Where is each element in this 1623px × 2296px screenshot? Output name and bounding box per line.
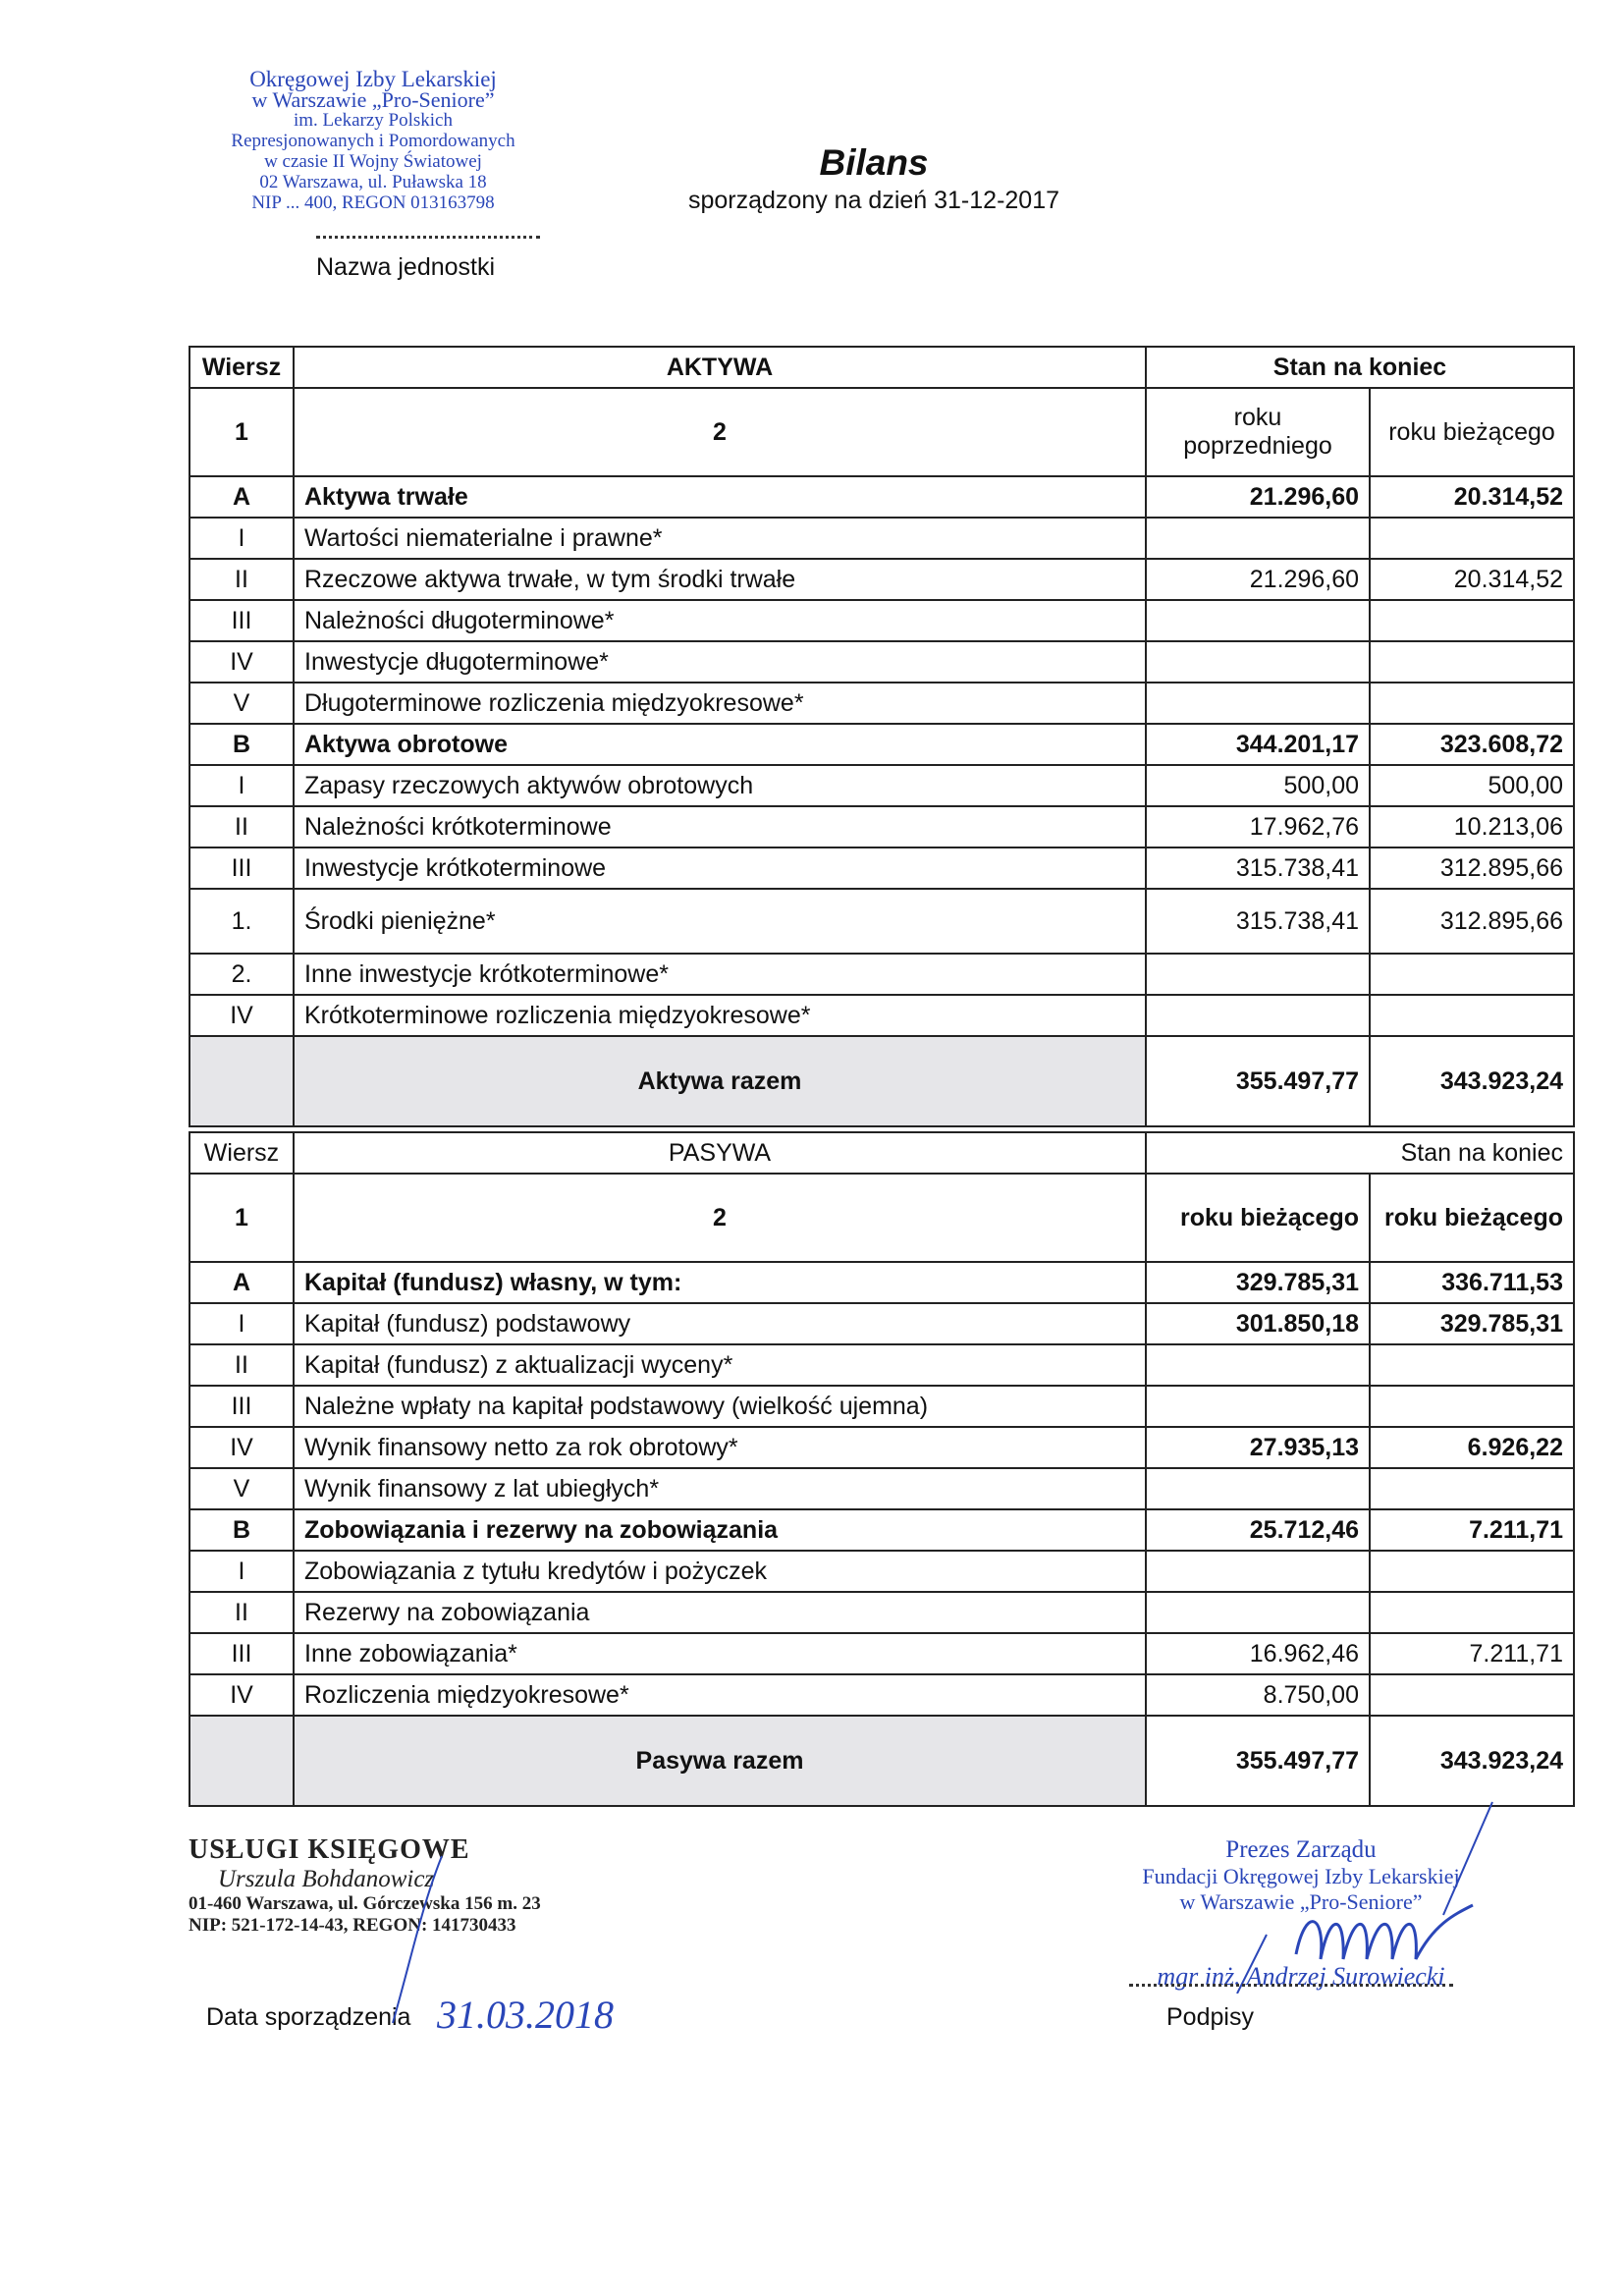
- row-current-value: 6.926,22: [1370, 1427, 1574, 1468]
- table-row: [189, 1262, 1574, 1303]
- row-previous-value: 27.935,13: [1146, 1427, 1370, 1468]
- signature-dotted-line: [1129, 1984, 1453, 1987]
- president-org-line-2: w Warszawie „Pro-Seniore”: [1179, 1889, 1423, 1914]
- col-header-previous-year: roku bieżącego: [1146, 1174, 1370, 1262]
- col-number-1: 1: [189, 1174, 294, 1262]
- table-row: [189, 1468, 1574, 1509]
- col-header-row: Wiersz: [189, 347, 294, 388]
- row-label: Rezerwy na zobowiązania: [294, 1592, 1146, 1633]
- row-current-value: [1370, 683, 1574, 724]
- row-label: Inwestycje krótkoterminowe: [294, 847, 1146, 889]
- table-row: [189, 1344, 1574, 1386]
- liabilities-total-current: 343.923,24: [1370, 1716, 1574, 1806]
- row-label: Inwestycje długoterminowe*: [294, 641, 1146, 683]
- row-current-value: 312.895,66: [1370, 847, 1574, 889]
- row-previous-value: 25.712,46: [1146, 1509, 1370, 1551]
- row-previous-value: 8.750,00: [1146, 1674, 1370, 1716]
- row-current-value: [1370, 641, 1574, 683]
- president-name: mgr inż. Andrzej Surowiecki: [1157, 1962, 1445, 1991]
- row-current-value: 336.711,53: [1370, 1262, 1574, 1303]
- row-code: IV: [189, 641, 294, 683]
- row-previous-value: [1146, 641, 1370, 683]
- document-subtitle: sporządzony na dzień 31-12-2017: [687, 187, 1060, 214]
- row-current-value: 7.211,71: [1370, 1509, 1574, 1551]
- accountant-address: 01-460 Warszawa, ul. Górczewska 156 m. 23: [189, 1893, 541, 1914]
- row-code: I: [189, 1303, 294, 1344]
- row-label: Wynik finansowy netto za rok obrotowy*: [294, 1427, 1146, 1468]
- row-previous-value: [1146, 995, 1370, 1036]
- row-current-value: 7.211,71: [1370, 1633, 1574, 1674]
- row-code: I: [189, 1551, 294, 1592]
- table-row: [189, 1427, 1574, 1468]
- table-row: [189, 889, 1574, 954]
- col-header-row: Wiersz: [189, 1132, 294, 1174]
- president-title: Prezes Zarządu: [1225, 1836, 1377, 1863]
- accountant-signature-icon: [373, 1846, 461, 2033]
- row-code: B: [189, 724, 294, 765]
- row-code: II: [189, 559, 294, 600]
- col-header-period: Stan na koniec: [1146, 1132, 1574, 1174]
- row-previous-value: 21.296,60: [1146, 559, 1370, 600]
- table-row: [189, 847, 1574, 889]
- row-code: II: [189, 1592, 294, 1633]
- row-code: I: [189, 765, 294, 806]
- row-current-value: 20.314,52: [1370, 559, 1574, 600]
- organization-stamp: [196, 69, 550, 213]
- row-code: IV: [189, 995, 294, 1036]
- table-row: [189, 954, 1574, 995]
- row-code: B: [189, 1509, 294, 1551]
- row-label: Wartości niematerialne i prawne*: [294, 518, 1146, 559]
- row-current-value: [1370, 995, 1574, 1036]
- row-previous-value: [1146, 954, 1370, 995]
- assets-total-current: 343.923,24: [1370, 1036, 1574, 1126]
- row-current-value: 312.895,66: [1370, 889, 1574, 954]
- row-label: Rzeczowe aktywa trwałe, w tym środki trwałe: [294, 559, 1146, 600]
- liabilities-total-label: Pasywa razem: [294, 1716, 1146, 1806]
- row-current-value: [1370, 1468, 1574, 1509]
- table-row: [189, 641, 1574, 683]
- row-current-value: [1370, 1386, 1574, 1427]
- liabilities-total-previous: 355.497,77: [1146, 1716, 1370, 1806]
- row-label: Aktywa trwałe: [294, 476, 1146, 518]
- row-label: Kapitał (fundusz) własny, w tym:: [294, 1262, 1146, 1303]
- row-previous-value: [1146, 1344, 1370, 1386]
- row-code: III: [189, 600, 294, 641]
- table-row: [189, 1509, 1574, 1551]
- row-label: Należności krótkoterminowe: [294, 806, 1146, 847]
- table-row: [189, 683, 1574, 724]
- accountant-person: Urszula Bohdanowicz: [218, 1866, 435, 1892]
- row-current-value: [1370, 1344, 1574, 1386]
- preparation-date-value: 31.03.2018: [437, 1993, 614, 2037]
- unit-name-dotted-line: [316, 236, 540, 239]
- document-title: Bilans: [819, 142, 929, 183]
- stamp-line: w czasie II Wojny Światowej: [264, 151, 482, 172]
- row-previous-value: 21.296,60: [1146, 476, 1370, 518]
- row-current-value: [1370, 600, 1574, 641]
- table-row: [189, 806, 1574, 847]
- row-previous-value: [1146, 1468, 1370, 1509]
- table-row: [189, 559, 1574, 600]
- row-current-value: [1370, 1551, 1574, 1592]
- accountant-ids: NIP: 521-172-14-43, REGON: 141730433: [189, 1915, 516, 1936]
- row-previous-value: 315.738,41: [1146, 847, 1370, 889]
- row-code: II: [189, 1344, 294, 1386]
- table-row: [189, 1386, 1574, 1427]
- row-label: Kapitał (fundusz) z aktualizacji wyceny*: [294, 1344, 1146, 1386]
- liabilities-table: [189, 1131, 1575, 1807]
- stamp-line: Okręgowej Izby Lekarskiej: [249, 67, 497, 91]
- row-code: V: [189, 683, 294, 724]
- row-previous-value: 301.850,18: [1146, 1303, 1370, 1344]
- row-code: IV: [189, 1674, 294, 1716]
- table-row: [189, 724, 1574, 765]
- assets-total-previous: 355.497,77: [1146, 1036, 1370, 1126]
- row-code: A: [189, 476, 294, 518]
- table-row: [189, 476, 1574, 518]
- row-code: 2.: [189, 954, 294, 995]
- row-label: Inne zobowiązania*: [294, 1633, 1146, 1674]
- col-number-2: 2: [294, 1174, 1146, 1262]
- accountant-company: USŁUGI KSIĘGOWE: [189, 1834, 470, 1865]
- row-current-value: 20.314,52: [1370, 476, 1574, 518]
- row-label: Zobowiązania z tytułu kredytów i pożyczek: [294, 1551, 1146, 1592]
- preparation-date-label: Data sporządzenia: [206, 2003, 411, 2031]
- col-header-current-year: roku bieżącego: [1370, 1174, 1574, 1262]
- row-label: Aktywa obrotowe: [294, 724, 1146, 765]
- row-code: IV: [189, 1427, 294, 1468]
- table-row: [189, 1551, 1574, 1592]
- assets-rows: [189, 476, 1574, 1036]
- row-label: Środki pieniężne*: [294, 889, 1146, 954]
- signatures-label: Podpisy: [1166, 2003, 1254, 2031]
- row-previous-value: [1146, 1386, 1370, 1427]
- col-number-2: 2: [294, 388, 1146, 476]
- row-code: III: [189, 1386, 294, 1427]
- row-current-value: 10.213,06: [1370, 806, 1574, 847]
- table-row: [189, 1674, 1574, 1716]
- assets-total-label: Aktywa razem: [294, 1036, 1146, 1126]
- row-code: V: [189, 1468, 294, 1509]
- row-previous-value: 500,00: [1146, 765, 1370, 806]
- row-label: Zapasy rzeczowych aktywów obrotowych: [294, 765, 1146, 806]
- col-number-1: 1: [189, 388, 294, 476]
- row-current-value: [1370, 954, 1574, 995]
- stamp-line: NIP ... 400, REGON 013163798: [251, 192, 495, 213]
- total-code-cell: [189, 1716, 294, 1806]
- stamp-line: w Warszawie „Pro-Seniore”: [251, 87, 495, 112]
- row-previous-value: 16.962,46: [1146, 1633, 1370, 1674]
- table-row: [189, 1303, 1574, 1344]
- row-label: Kapitał (fundusz) podstawowy: [294, 1303, 1146, 1344]
- row-label: Zobowiązania i rezerwy na zobowiązania: [294, 1509, 1146, 1551]
- unit-name-label: Nazwa jednostki: [316, 253, 496, 281]
- col-header-period: Stan na koniec: [1146, 347, 1574, 388]
- row-previous-value: 315.738,41: [1146, 889, 1370, 954]
- row-previous-value: [1146, 1551, 1370, 1592]
- president-signature-icon: [1208, 1797, 1522, 1994]
- row-previous-value: [1146, 600, 1370, 641]
- row-code: III: [189, 1633, 294, 1674]
- row-label: Rozliczenia międzyokresowe*: [294, 1674, 1146, 1716]
- table-row: [189, 995, 1574, 1036]
- row-label: Krótkoterminowe rozliczenia międzyokresowe*: [294, 995, 1146, 1036]
- table-row: [189, 518, 1574, 559]
- assets-table: [189, 346, 1575, 1127]
- row-previous-value: 344.201,17: [1146, 724, 1370, 765]
- stamp-line: 02 Warszawa, ul. Puławska 18: [259, 172, 487, 192]
- row-current-value: [1370, 1592, 1574, 1633]
- row-previous-value: 329.785,31: [1146, 1262, 1370, 1303]
- row-code: III: [189, 847, 294, 889]
- row-previous-value: [1146, 518, 1370, 559]
- row-code: I: [189, 518, 294, 559]
- table-row: [189, 1592, 1574, 1633]
- row-previous-value: 17.962,76: [1146, 806, 1370, 847]
- row-previous-value: [1146, 1592, 1370, 1633]
- total-code-cell: [189, 1036, 294, 1126]
- row-code: 1.: [189, 889, 294, 954]
- row-label: Inne inwestycje krótkoterminowe*: [294, 954, 1146, 995]
- col-header-current-year: roku bieżącego: [1370, 388, 1574, 476]
- col-header-liabilities: PASYWA: [294, 1132, 1146, 1174]
- table-row: [189, 1633, 1574, 1674]
- row-current-value: [1370, 1674, 1574, 1716]
- row-code: II: [189, 806, 294, 847]
- liabilities-rows: [189, 1262, 1574, 1716]
- row-label: Długoterminowe rozliczenia międzyokresowe*: [294, 683, 1146, 724]
- table-row: [189, 765, 1574, 806]
- row-previous-value: [1146, 683, 1370, 724]
- stamp-line: Represjonowanych i Pomordowanych: [231, 131, 515, 151]
- col-header-previous-year: roku poprzedniego: [1146, 388, 1370, 476]
- row-label: Należne wpłaty na kapitał podstawowy (wielkość ujemna): [294, 1386, 1146, 1427]
- row-current-value: 329.785,31: [1370, 1303, 1574, 1344]
- table-row: [189, 600, 1574, 641]
- president-org-line-1: Fundacji Okręgowej Izby Lekarskiej: [1142, 1864, 1460, 1888]
- row-current-value: 323.608,72: [1370, 724, 1574, 765]
- col-header-assets: AKTYWA: [294, 347, 1146, 388]
- row-current-value: 500,00: [1370, 765, 1574, 806]
- row-label: Wynik finansowy z lat ubiegłych*: [294, 1468, 1146, 1509]
- row-label: Należności długoterminowe*: [294, 600, 1146, 641]
- row-code: A: [189, 1262, 294, 1303]
- row-current-value: [1370, 518, 1574, 559]
- stamp-line: im. Lekarzy Polskich: [294, 110, 453, 131]
